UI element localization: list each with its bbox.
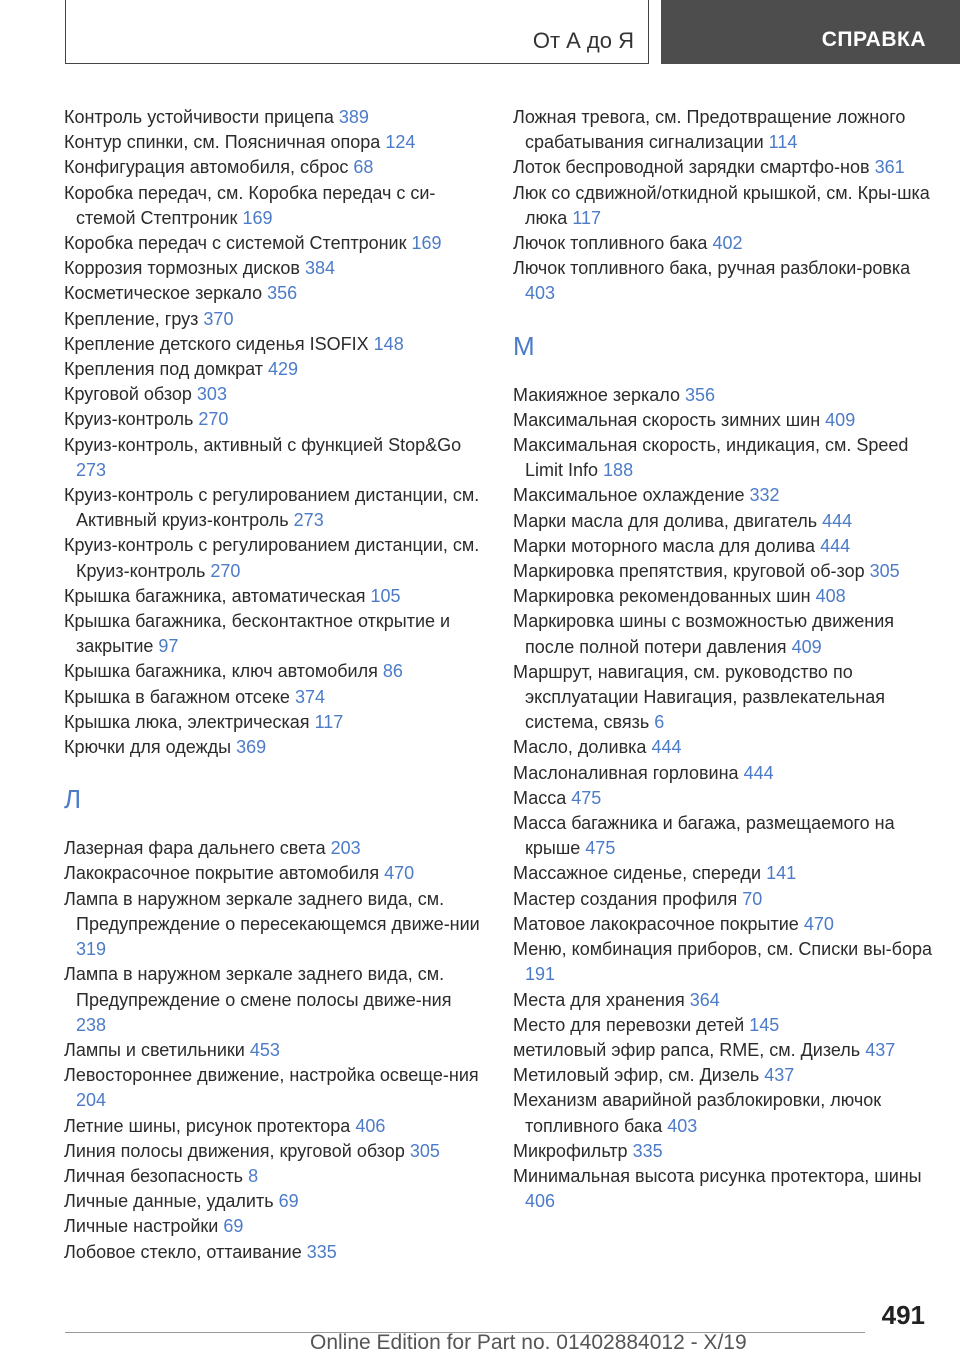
index-entry xyxy=(64,281,484,306)
page-link[interactable]: 141 xyxy=(766,863,797,884)
index-entry-text: Летние шины, рисунок протектора xyxy=(64,1115,351,1136)
index-entry-text: Личные данные, удалить xyxy=(64,1191,274,1212)
index-entry-text: Маршрут, навигация, см. руководство по эксплуатации Навигация, развлекательная система, связь xyxy=(513,661,885,733)
index-entry xyxy=(64,1038,484,1063)
index-entry-text: Метиловый эфир, см. Дизель xyxy=(513,1065,760,1086)
index-entry-text: Микрофильтр xyxy=(513,1140,628,1161)
index-entry xyxy=(513,988,933,1013)
index-entry-text: Крепление, груз xyxy=(64,308,199,329)
edition-footer: Online Edition for Part no. 01402884012 - X/19 xyxy=(310,1331,747,1354)
page-link[interactable]: 169 xyxy=(411,233,442,254)
index-entry xyxy=(513,1088,933,1138)
index-entry xyxy=(513,383,933,408)
index-entry-text: Коррозия тормозных дисков xyxy=(64,258,300,279)
page-link[interactable]: 69 xyxy=(223,1216,244,1237)
index-entry-text: Маркировка препятствия, круговой об-зор xyxy=(513,561,865,582)
index-entry xyxy=(64,1214,484,1239)
page-link[interactable]: 403 xyxy=(525,283,556,304)
index-entry-text: Личные настройки xyxy=(64,1216,219,1237)
page-link[interactable]: 369 xyxy=(236,737,267,758)
index-entry-text: Круиз-контроль с регулированием дистанции, см. Активный круиз-контроль xyxy=(64,485,480,531)
index-entry-text: Маслоналивная горловина xyxy=(513,762,739,783)
index-entry-text: Круиз-контроль с регулированием дистанции, см. Круиз-контроль xyxy=(64,535,480,581)
page-link[interactable]: 6 xyxy=(654,712,665,733)
index-entry xyxy=(513,1164,933,1214)
index-entry-text: Лоток беспроводной зарядки смартфо-нов xyxy=(513,157,870,178)
page-link[interactable]: 408 xyxy=(815,586,846,607)
index-entry-text: Масса багажника и багажа, размещаемого на крыше xyxy=(513,813,895,859)
page-link[interactable]: 444 xyxy=(743,762,774,783)
index-entry-text: Крышка багажника, бесконтактное открытие и закрытие xyxy=(64,611,451,657)
page-link[interactable]: 444 xyxy=(651,737,682,758)
page-link[interactable]: 203 xyxy=(330,838,361,859)
index-entry xyxy=(64,433,484,483)
index-entry-text: Левостороннее движение, настройка освеще-ния xyxy=(64,1065,479,1086)
index-entry xyxy=(513,256,933,306)
index-entry xyxy=(64,155,484,180)
index-entry-text: Лампа в наружном зеркале заднего вида, см. Предупреждение о пересекающемся движе-нии xyxy=(64,888,480,934)
index-entry-text: Массажное сиденье, спереди xyxy=(513,863,762,884)
index-entry xyxy=(64,836,484,861)
page-link[interactable]: 384 xyxy=(304,258,336,279)
index-entry-text: Макияжное зеркало xyxy=(513,384,680,405)
index-entry-text: Косметическое зеркало xyxy=(64,283,263,304)
page-link[interactable]: 356 xyxy=(684,384,716,405)
index-entry-text: Механизм аварийной разблокировки, лючок топливного бака xyxy=(513,1090,882,1136)
index-entry xyxy=(64,483,484,533)
index-entry xyxy=(64,710,484,735)
index-entry xyxy=(64,407,484,432)
index-entry xyxy=(64,231,484,256)
index-entry xyxy=(513,231,933,256)
index-entry xyxy=(64,861,484,886)
page-link[interactable]: 370 xyxy=(203,308,234,329)
index-entry xyxy=(513,735,933,760)
index-entry xyxy=(64,105,484,130)
section-letter: М xyxy=(513,330,535,361)
index-entry xyxy=(64,357,484,382)
section-letter: Л xyxy=(64,784,82,815)
page-link[interactable]: 406 xyxy=(525,1191,556,1212)
page-link[interactable]: 273 xyxy=(293,510,324,531)
page-link[interactable]: 444 xyxy=(820,535,851,556)
index-entry xyxy=(64,307,484,332)
index-entry xyxy=(64,332,484,357)
index-entry-text: Маркировка шины с возможностью движения после полной потери давления xyxy=(513,611,895,657)
index-entry xyxy=(513,105,933,155)
index-entry-text: Место для перевозки детей xyxy=(513,1014,745,1035)
index-entry xyxy=(64,1189,484,1214)
page-number: 491 xyxy=(881,1300,925,1330)
index-entry-text: Крючки для одежды xyxy=(64,737,232,758)
index-entry-text: метиловый эфир рапса, RME, см. Дизель xyxy=(513,1039,861,1060)
index-entry-text: Круиз-контроль, активный с функцией Stop&Go xyxy=(64,434,462,455)
index-entry xyxy=(64,181,484,231)
page-link[interactable]: 68 xyxy=(353,157,374,178)
page-link[interactable]: 204 xyxy=(76,1090,107,1111)
section-tab xyxy=(65,0,649,64)
index-entry xyxy=(64,609,484,659)
page-link[interactable]: 305 xyxy=(409,1140,440,1161)
index-entry xyxy=(513,811,933,861)
index-entry-text: Места для хранения xyxy=(513,989,685,1010)
index-entry xyxy=(513,483,933,508)
index-entry-text: Лючок топливного бака, ручная разблоки-ровка xyxy=(513,258,911,279)
index-entry xyxy=(513,155,933,180)
index-column-right xyxy=(513,105,933,1214)
index-entry xyxy=(513,509,933,534)
page-link[interactable]: 270 xyxy=(210,560,241,581)
index-entry-text: Крышка багажника, автоматическая xyxy=(64,585,366,606)
page-link[interactable]: 437 xyxy=(764,1065,795,1086)
index-entry-text: Ложная тревога, см. Предотвращение ложного срабатывания сигнализации xyxy=(513,107,906,153)
index-entry-text: Люк со сдвижной/откидной крышкой, см. Кры-шка люка xyxy=(513,182,930,228)
index-entry-text: Крепления под домкрат xyxy=(64,359,264,380)
page-link[interactable]: 335 xyxy=(632,1140,663,1161)
page-link[interactable]: 470 xyxy=(384,863,415,884)
page-link[interactable]: 145 xyxy=(749,1014,780,1035)
index-entry-text: Масса xyxy=(513,787,567,808)
page-link[interactable]: 364 xyxy=(689,989,720,1010)
index-entry xyxy=(513,181,933,231)
page-link[interactable]: 475 xyxy=(585,838,616,859)
page-link[interactable]: 475 xyxy=(571,787,602,808)
index-entry-text: Масло, доливка xyxy=(513,737,647,758)
page-link[interactable]: 406 xyxy=(355,1115,386,1136)
index-entry xyxy=(64,685,484,710)
page-link[interactable]: 8 xyxy=(248,1165,259,1186)
page-link[interactable]: 273 xyxy=(76,459,107,480)
index-entry xyxy=(64,1139,484,1164)
index-entry xyxy=(513,660,933,736)
page-link[interactable]: 470 xyxy=(803,913,834,934)
index-entry-text: Контур спинки, см. Поясничная опора xyxy=(64,132,381,153)
index-entry-text: Коробка передач с системой Стептроник xyxy=(64,233,407,254)
index-entry-text: Маркировка рекомендованных шин xyxy=(513,586,811,607)
page-link[interactable]: 429 xyxy=(268,359,299,380)
index-entry-text: Конфигурация автомобиля, сброс xyxy=(64,157,349,178)
page-link[interactable]: 117 xyxy=(572,207,602,228)
page-link[interactable]: 453 xyxy=(249,1039,280,1060)
index-entry-text: Крышка люка, электрическая xyxy=(64,711,310,732)
page-link[interactable]: 356 xyxy=(267,283,298,304)
chapter-tab-label: СПРАВКА xyxy=(821,28,926,51)
index-entry xyxy=(64,1063,484,1113)
page-link[interactable]: 148 xyxy=(373,333,404,354)
index-entry-text: Марки моторного масла для долива xyxy=(513,535,816,556)
page-link[interactable]: 114 xyxy=(768,132,798,153)
index-entry-text: Лампы и светильники xyxy=(64,1039,245,1060)
index-entry xyxy=(513,761,933,786)
index-entry xyxy=(513,1063,933,1088)
index-entry-text: Круговой обзор xyxy=(64,384,192,405)
page-link[interactable]: 444 xyxy=(822,510,853,531)
page-link[interactable]: 105 xyxy=(370,585,401,606)
index-entry xyxy=(513,584,933,609)
index-entry-text: Лазерная фара дальнего света xyxy=(64,838,326,859)
page-link[interactable]: 70 xyxy=(742,888,763,909)
index-entry xyxy=(513,887,933,912)
index-entry-text: Лючок топливного бака xyxy=(513,233,708,254)
index-entry-text: Крышка в багажном отсеке xyxy=(64,686,290,707)
index-entry xyxy=(64,1114,484,1139)
index-entry-text: Максимальная скорость, индикация, см. Speed Limit Info xyxy=(513,435,909,481)
index-entry xyxy=(513,786,933,811)
index-entry xyxy=(513,1139,933,1164)
index-entry-text: Мастер создания профиля xyxy=(513,888,738,909)
page-link[interactable]: 332 xyxy=(749,485,780,506)
page-link[interactable]: 238 xyxy=(76,1014,107,1035)
index-entry xyxy=(64,962,484,1038)
index-entry xyxy=(64,256,484,281)
page-link[interactable]: 86 xyxy=(382,661,403,682)
page-link[interactable]: 188 xyxy=(603,460,634,481)
index-entry-text: Крепление детского сиденья ISOFIX xyxy=(64,333,369,354)
page-link[interactable]: 361 xyxy=(874,157,905,178)
index-entry xyxy=(513,559,933,584)
index-entry-text: Марки масла для долива, двигатель xyxy=(513,510,818,531)
index-entry xyxy=(513,408,933,433)
index-entry-text: Меню, комбинация приборов, см. Списки вы-бора xyxy=(513,939,933,960)
index-entry xyxy=(64,735,484,760)
page-link[interactable]: 437 xyxy=(865,1039,896,1060)
index-entry-text: Матовое лакокрасочное покрытие xyxy=(513,913,799,934)
index-entry-text: Линия полосы движения, круговой обзор xyxy=(64,1140,405,1161)
index-entry xyxy=(64,1164,484,1189)
page-link[interactable]: 409 xyxy=(791,636,822,657)
page-link[interactable]: 117 xyxy=(314,711,344,732)
index-entry-text: Лампа в наружном зеркале заднего вида, см. Предупреждение о смене полосы движе-ния xyxy=(64,964,452,1010)
page-link[interactable]: 374 xyxy=(294,686,325,707)
index-entry-text: Максимальная скорость зимних шин xyxy=(513,409,821,430)
page-link[interactable]: 335 xyxy=(306,1241,337,1262)
index-entry xyxy=(64,887,484,963)
page-link[interactable]: 169 xyxy=(242,207,273,228)
page-link[interactable]: 97 xyxy=(158,636,179,657)
index-entry-text: Коробка передач, см. Коробка передач с си-стемой Стептроник xyxy=(64,182,436,228)
index-entry xyxy=(64,1240,484,1265)
index-entry xyxy=(513,1013,933,1038)
index-entry xyxy=(64,130,484,155)
index-column-left xyxy=(64,105,484,1265)
index-entry xyxy=(513,433,933,483)
page-link[interactable]: 303 xyxy=(196,384,227,405)
index-entry-text: Лобовое стекло, оттаивание xyxy=(64,1241,302,1262)
index-entry xyxy=(513,937,933,987)
page-link[interactable]: 403 xyxy=(667,1115,698,1136)
index-entry-text: Лакокрасочное покрытие автомобиля xyxy=(64,863,380,884)
index-entry-text: Круиз-контроль xyxy=(64,409,194,430)
index-entry-text: Контроль устойчивости прицепа xyxy=(64,107,334,127)
index-entry xyxy=(513,912,933,937)
index-entry xyxy=(64,533,484,583)
index-entry xyxy=(513,609,933,659)
index-entry-text: Минимальная высота рисунка протектора, шины xyxy=(513,1165,922,1186)
page-link[interactable]: 402 xyxy=(712,233,743,254)
index-entry-text: Максимальное охлаждение xyxy=(513,485,745,506)
index-entry xyxy=(513,861,933,886)
index-entry xyxy=(513,534,933,559)
page-link[interactable]: 409 xyxy=(825,409,856,430)
index-entry xyxy=(64,584,484,609)
chapter-tab xyxy=(661,0,960,64)
index-entry xyxy=(64,659,484,684)
page-link[interactable]: 69 xyxy=(278,1191,299,1212)
index-entry xyxy=(64,382,484,407)
page-link[interactable]: 191 xyxy=(525,964,556,985)
section-tab-label: От А до Я xyxy=(532,28,634,53)
page-link[interactable]: 124 xyxy=(385,132,416,153)
index-entry-text: Крышка багажника, ключ автомобиля xyxy=(64,661,378,682)
page-link[interactable]: 270 xyxy=(198,409,229,430)
index-entry-text: Личная безопасность xyxy=(64,1165,244,1186)
index-entry xyxy=(513,1038,933,1063)
page-link[interactable]: 389 xyxy=(338,107,369,127)
page-link[interactable]: 319 xyxy=(76,939,107,960)
page-link[interactable]: 305 xyxy=(869,561,900,582)
